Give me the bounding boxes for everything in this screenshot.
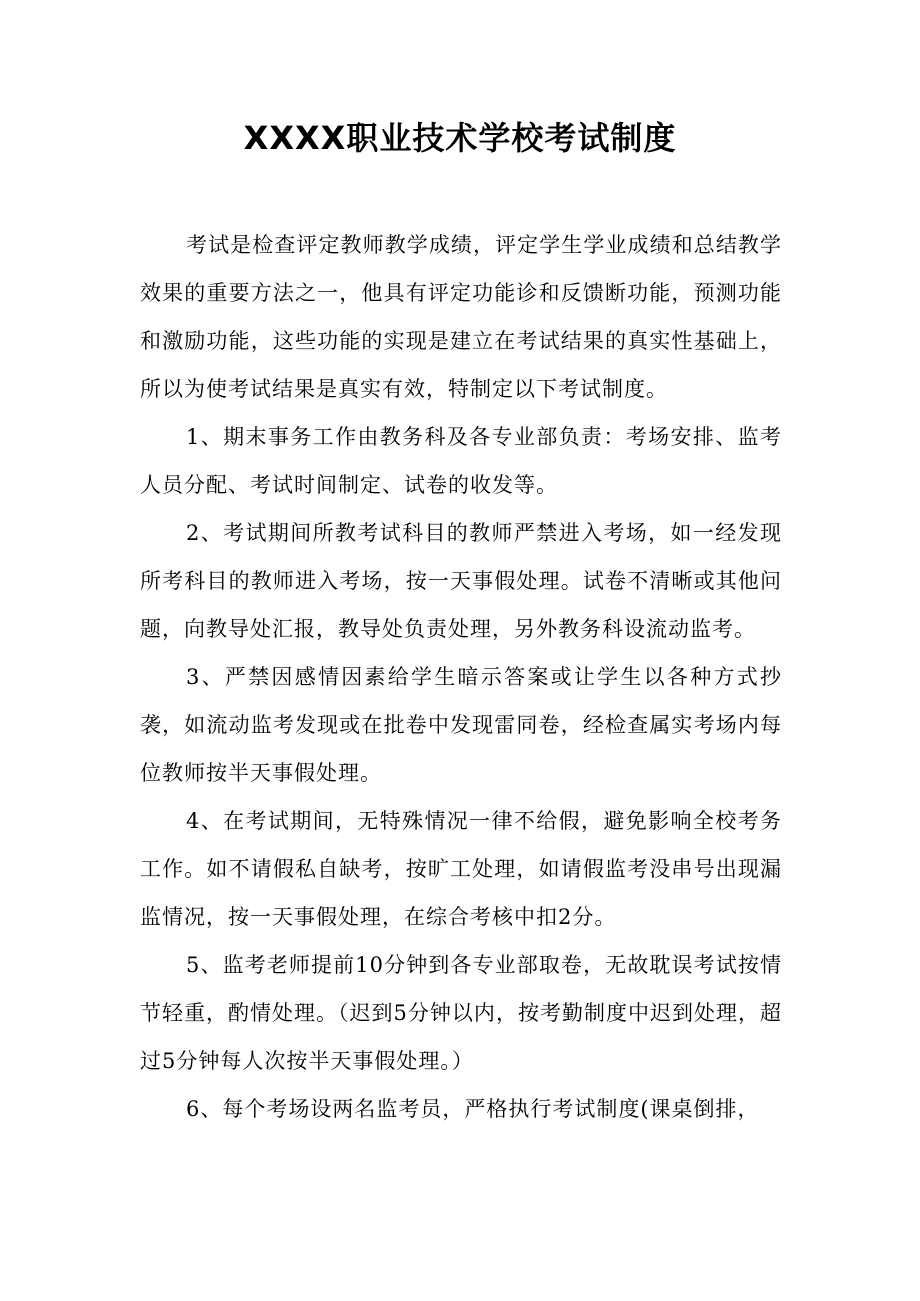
paragraph-rule-3: 3、严禁因感情因素给学生暗示答案或让学生以各种方式抄袭，如流动监考发现或在批卷中发现雷同卷，经检查属实考场内每位教师按半天事假处理。 [140,665,782,785]
paragraph-rule-5: 5、监考老师提前10分钟到各专业部取卷，无故耽误考试按情节轻重，酌情处理。（迟到5分钟以内，按考勤制度中迟到处理，超过5分钟每人次按半天事假处理。） [140,953,782,1073]
paragraph-rule-6: 6、每个考场设两名监考员，严格执行考试制度(课桌倒排， [186,1097,760,1121]
paragraph-rule-1: 1、期末事务工作由教务科及各专业部负责：考场安排、监考人员分配、考试时间制定、试卷的收发等。 [140,425,782,497]
paragraph-intro: 考试是检查评定教师教学成绩，评定学生学业成绩和总结教学效果的重要方法之一，他具有评定功能诊和反馈断功能，预测功能和激励功能，这些功能的实现是建立在考试结果的真实性基础上，所以为使考试结果是真实有效，特制定以下考试制度。 [140,233,782,401]
document-body [140,221,782,1133]
paragraph-rule-2: 2、考试期间所教考试科目的教师严禁进入考场，如一经发现所考科目的教师进入考场，按一天事假处理。试卷不清晰或其他问题，向教导处汇报，教导处负责处理，另外教务科设流动监考。 [140,521,782,641]
document-title: XXXX职业技术学校考试制度 [243,119,677,157]
paragraph-rule-4: 4、在考试期间，无特殊情况一律不给假，避免影响全校考务工作。如不请假私自缺考，按旷工处理，如请假监考没串号出现漏监情况，按一天事假处理，在综合考核中扣2分。 [140,809,782,929]
